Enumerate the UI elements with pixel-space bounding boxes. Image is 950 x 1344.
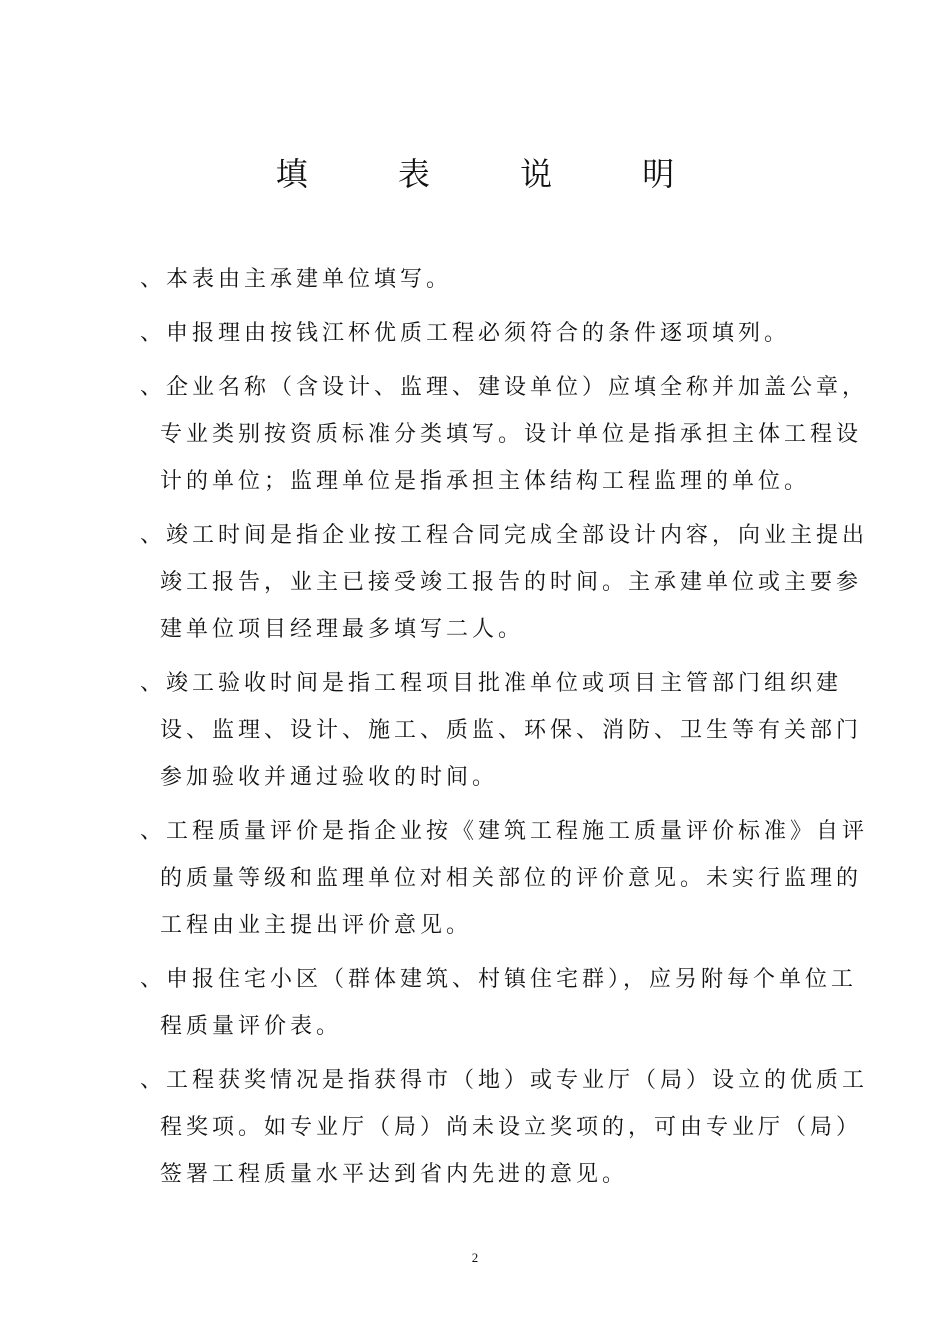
- list-item: [140, 1057, 869, 1198]
- item-line: 的质量等级和监理单位对相关部位的评价意见。未实行监理的: [160, 866, 863, 891]
- instruction-list: [140, 256, 869, 1205]
- item-line: 、工程获奖情况是指获得市（地）或专业厅（局）设立的优质工: [140, 1068, 869, 1093]
- item-line: 、本表由主承建单位填写。: [140, 267, 453, 292]
- item-line: 计的单位；监理单位是指承担主体结构工程监理的单位。: [160, 469, 811, 494]
- list-item: [140, 956, 860, 1050]
- item-line: 、申报住宅小区（群体建筑、村镇住宅群），应另附每个单位工: [140, 967, 858, 992]
- item-line: 、竣工时间是指企业按工程合同完成全部设计内容，向业主提出: [140, 523, 869, 548]
- list-item: [140, 808, 869, 949]
- page-number: 2: [471, 1250, 479, 1265]
- page-title: 填 表 说 明: [275, 155, 715, 193]
- item-line: 竣工报告，业主已接受竣工报告的时间。主承建单位或主要参: [160, 570, 863, 595]
- item-line: 签署工程质量水平达到省内先进的意见。: [160, 1162, 629, 1187]
- item-line: 、竣工验收时间是指工程项目批准单位或项目主管部门组织建: [140, 671, 843, 696]
- item-line: 、申报理由按钱江杯优质工程必须符合的条件逐项填列。: [140, 321, 791, 346]
- item-line: 专业类别按资质标准分类填写。设计单位是指承担主体工程设: [160, 422, 863, 447]
- list-item: [140, 310, 860, 357]
- item-line: 建单位项目经理最多填写二人。: [160, 617, 525, 642]
- list-item: [140, 364, 869, 505]
- item-line: 、工程质量评价是指企业按《建筑工程施工质量评价标准》自评: [140, 819, 869, 844]
- list-item: [140, 256, 860, 303]
- item-line: 设、监理、设计、施工、质监、环保、消防、卫生等有关部门: [160, 718, 863, 743]
- item-line: 、企业名称（含设计、监理、建设单位）应填全称并加盖公章，: [140, 375, 869, 400]
- list-item: [140, 660, 863, 801]
- item-line: 工程由业主提出评价意见。: [160, 913, 473, 938]
- list-item: [140, 512, 869, 653]
- item-line: 程质量评价表。: [160, 1014, 343, 1039]
- item-line: 程奖项。如专业厅（局）尚未设立奖项的，可由专业厅（局）: [160, 1115, 863, 1140]
- item-line: 参加验收并通过验收的时间。: [160, 765, 499, 790]
